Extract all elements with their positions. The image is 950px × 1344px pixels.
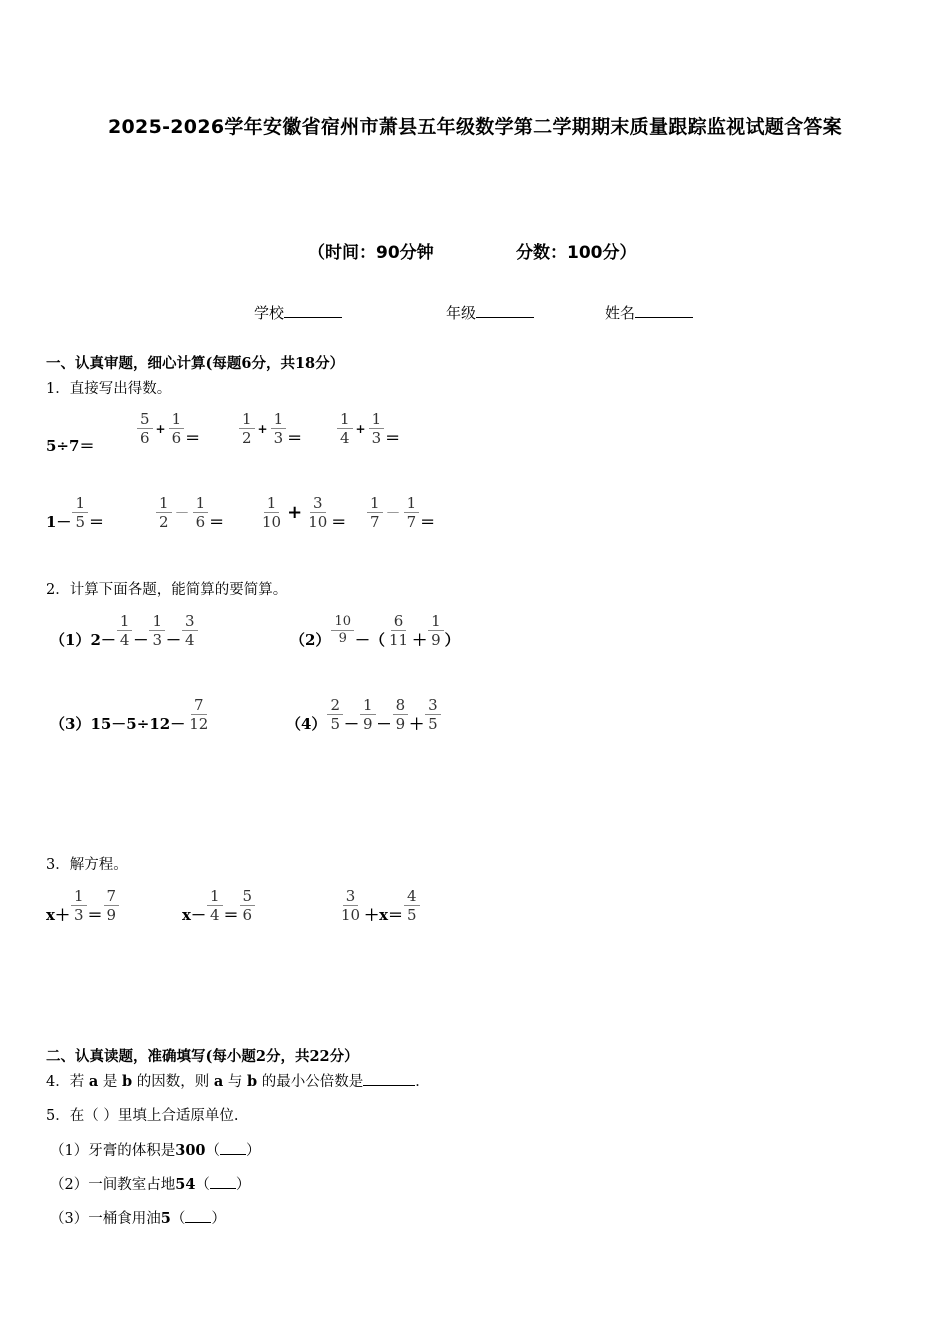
q5-item-1: （1）牙膏的体积是300（ ） <box>50 1142 261 1159</box>
section2-heading: 二、认真读题，准确填写(每小题2分，共22分） <box>46 1048 359 1065</box>
q2-p2: （2） $\frac{10}{9}$ －（ $\frac{6}{11}$ ＋ $\frac{1}{9}$ ） <box>290 612 460 649</box>
q5-item-1-blank[interactable] <box>220 1140 246 1155</box>
q1-r1-e4: $\frac{1}{4}$ + $\frac{1}{3}$ ＝ <box>336 409 400 448</box>
q2-p3: （3） 15－5÷12－ $\frac{7}{12}$ <box>50 696 209 733</box>
q5-item-3: （3）一桶食用油5（ ） <box>50 1210 226 1227</box>
grade-field: 年级 <box>446 302 534 323</box>
section1-heading: 一、认真审题，细心计算(每题6分，共18分） <box>46 355 345 372</box>
q1-label: 1．直接写出得数。 <box>46 381 172 397</box>
q1-r1-e3: $\frac{1}{2}$ + $\frac{1}{3}$ ＝ <box>238 409 302 448</box>
q4-text: 4．若 a 是 b 的因数，则 a 与 b 的最小公倍数是 ． <box>46 1073 430 1090</box>
q1-r2-e1: 1－ $\frac{1}{5}$ ＝ <box>46 494 104 531</box>
q1-r1-e2: $\frac{5}{6}$ + $\frac{1}{6}$ ＝ <box>136 409 200 448</box>
q3-e3: $\frac{3}{10}$ ＋x＝ $\frac{4}{5}$ <box>337 886 421 925</box>
q5-item-2: （2）一间教室占地54（ ） <box>50 1176 251 1193</box>
q5-item-2-blank[interactable] <box>210 1174 236 1189</box>
q3-e2: x－ $\frac{1}{4}$ ＝ $\frac{5}{6}$ <box>182 886 256 925</box>
name-field: 姓名 <box>605 302 693 323</box>
q1-r1-e1: 5÷7＝ <box>46 437 95 455</box>
exam-time: （时间：90分钟 <box>308 243 434 263</box>
q2-p4: （4） $\frac{2}{5}$ － $\frac{1}{9}$ － $\frac{8}{9}$ ＋ $\frac{3}{5}$ <box>286 695 442 734</box>
q2-label: 2．计算下面各题，能简算的要简算。 <box>46 582 288 598</box>
q1-r2-e3: $\frac{1}{10}$ + $\frac{3}{10}$ ＝ <box>262 494 347 531</box>
q1-r2-e4: $\frac{1}{7}$ － $\frac{1}{7}$ ＝ <box>366 493 435 532</box>
q5-item-3-blank[interactable] <box>185 1208 211 1223</box>
q3-label: 3．解方程。 <box>46 857 128 873</box>
q5-label: 5．在（ ）里填上合适原单位. <box>46 1108 239 1124</box>
q4-answer-blank[interactable] <box>363 1071 415 1086</box>
document-title: 2025-2026学年安徽省宿州市萧县五年级数学第二学期期末质量跟踪监视试题含答案 <box>108 116 842 138</box>
exam-score: 分数：100分） <box>516 243 637 263</box>
q2-p1: （1） 2－ $\frac{1}{4}$ － $\frac{1}{3}$ － $\frac{3}{4}$ <box>50 611 199 650</box>
q1-r2-e2: $\frac{1}{2}$ － $\frac{1}{6}$ ＝ <box>155 493 224 532</box>
school-field: 学校 <box>254 302 342 323</box>
q3-e1: x＋ $\frac{1}{3}$ ＝ $\frac{7}{9}$ <box>46 886 120 925</box>
